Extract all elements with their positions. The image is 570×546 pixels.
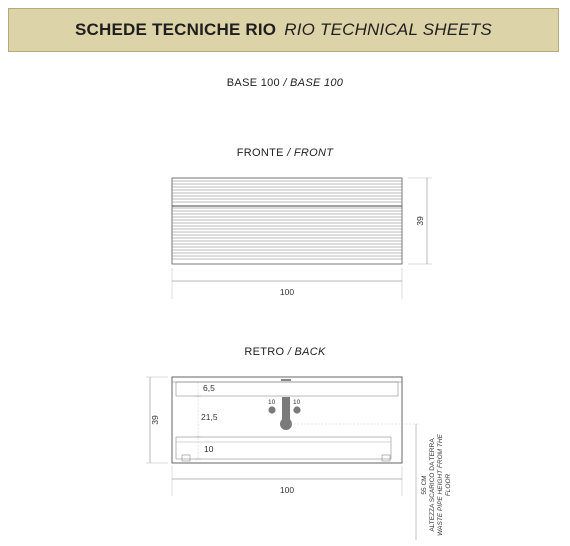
back-width-dim: 100 <box>279 485 295 495</box>
back-drawing <box>146 377 452 540</box>
back-height-dim: 39 <box>150 415 160 425</box>
back-waste-pipe <box>282 397 290 421</box>
waste-note-en: WASTE PIPE HEIGHT FROM THE <box>437 434 444 536</box>
front-drawing <box>172 178 432 299</box>
back-hole-left <box>268 406 275 413</box>
front-height-dim: 39 <box>415 216 425 226</box>
front-cabinet-outline <box>172 178 402 264</box>
waste-height-dim: 55 CM <box>421 475 428 495</box>
header-subtitle: RIO TECHNICAL SHEETS <box>284 20 492 39</box>
back-top-gap-dim: 6,5 <box>203 383 215 393</box>
header-title: SCHEDE TECNICHE RIO <box>75 20 277 39</box>
waste-note-en2: FLOOR <box>445 473 452 497</box>
front-label: FRONTE <box>236 147 284 159</box>
back-label-italic: / BACK <box>287 346 326 358</box>
back-hole-right-dim: 10 <box>293 399 301 406</box>
front-width-dim: 100 <box>279 287 295 297</box>
front-label-italic: / FRONT <box>287 147 334 159</box>
product-label: BASE 100 <box>226 77 280 89</box>
back-bottom-dim: 10 <box>204 444 214 454</box>
back-hole-right <box>293 406 300 413</box>
product-label-italic: / BASE 100 <box>283 77 344 89</box>
back-middle-dim: 21,5 <box>201 412 218 422</box>
waste-note-it: ALTEZZA SCARICO DA TERRA <box>429 438 436 532</box>
back-label: RETRO <box>244 346 285 358</box>
back-hole-left-dim: 10 <box>268 399 276 406</box>
